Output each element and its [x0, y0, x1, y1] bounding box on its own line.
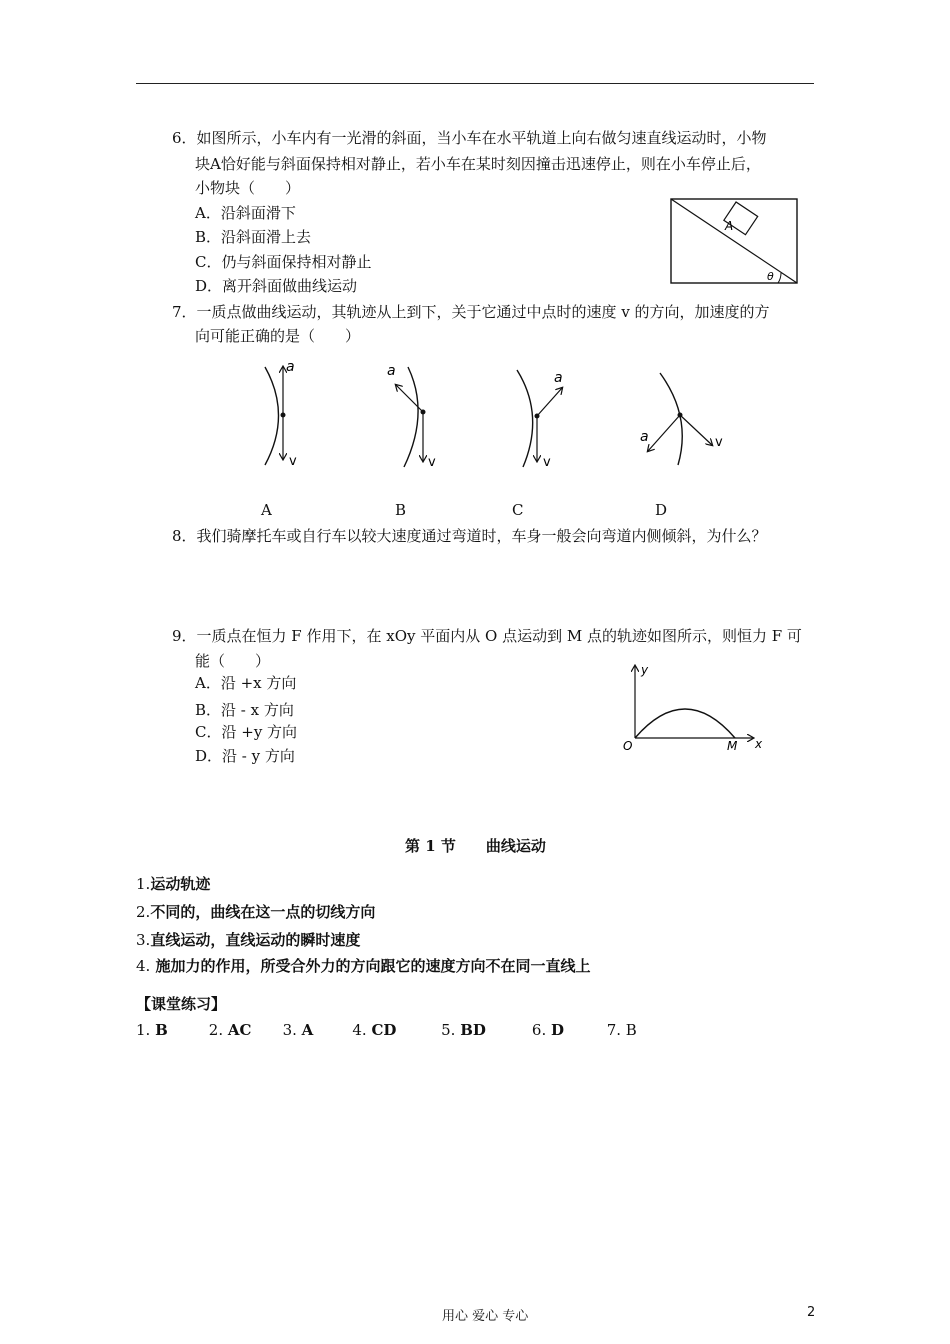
svg-text:a: a [554, 370, 563, 386]
svg-text:v: v [715, 435, 723, 450]
q7-figures [230, 355, 750, 475]
svg-text:v: v [543, 455, 551, 470]
trajectory-curve [635, 709, 735, 738]
q7-figure-a [265, 359, 297, 469]
q7-choice-c: C [512, 501, 524, 519]
q7-figure-c [517, 370, 563, 470]
q9-option-d: D．沿 - y 方向 [195, 747, 295, 765]
section-title: 第 1 节 曲线运动 [405, 837, 546, 855]
block-label: A [725, 219, 734, 233]
practice-4: 4. CD [352, 1021, 397, 1039]
q9-line2: 能（ ） [195, 652, 271, 670]
q9-option-c: C．沿 +y 方向 [195, 723, 298, 741]
svg-text:v: v [428, 455, 436, 470]
svg-text:a: a [387, 363, 396, 379]
q6-option-a: A．沿斜面滑下 [195, 204, 296, 222]
q7-line2: 向可能正确的是（ ） [195, 327, 361, 345]
q9-option-b: B．沿 - x 方向 [195, 701, 294, 719]
svg-text:y: y [641, 663, 649, 677]
q7-choice-b: B [395, 501, 407, 519]
q9-line1: 9．一质点在恒力 F 作用下，在 xOy 平面内从 O 点运动到 M 点的轨迹如图所示，则恒力 F 可 [172, 627, 802, 645]
q6-cart-figure [668, 196, 802, 288]
q6-line1: 6．如图所示，小车内有一光滑的斜面，当小车在水平轨道上向右做匀速直线运动时，小物 [172, 129, 767, 147]
practice-2: 2. AC [208, 1021, 252, 1039]
practice-1: 1. B [136, 1021, 168, 1039]
q6-line3: 小物块（ ） [195, 179, 301, 197]
q7-line1: 7．一质点做曲线运动，其轨迹从上到下，关于它通过中点时的速度 v 的方向，加速度的方 [172, 303, 770, 321]
svg-text:v: v [289, 454, 297, 469]
q7-choice-a: A [261, 501, 272, 519]
practice-7: 7. B [606, 1021, 637, 1039]
q6-option-c: C．仍与斜面保持相对静止 [195, 253, 372, 271]
practice-3: 3. A [282, 1021, 314, 1039]
answer-item-3: 3.直线运动，直线运动的瞬时速度 [136, 931, 361, 949]
svg-text:a: a [286, 359, 295, 375]
practice-title: 【课堂练习】 [136, 995, 227, 1013]
q7-figure-d [640, 373, 723, 465]
practice-answers [136, 1020, 657, 1040]
q9-trajectory-figure [615, 660, 775, 754]
practice-6: 6. D [531, 1021, 565, 1039]
q6-option-b: B．沿斜面滑上去 [195, 228, 312, 246]
q9-option-a: A．沿 +x 方向 [195, 674, 297, 692]
page-number: 2 [807, 1305, 816, 1320]
svg-text:x: x [755, 737, 763, 751]
svg-text:a: a [640, 429, 649, 445]
header-rule [136, 83, 814, 84]
angle-label: θ [767, 270, 774, 283]
q7-figure-b [387, 363, 436, 470]
q7-choice-d: D [655, 501, 668, 519]
answer-item-4: 4. 施加力的作用，所受合外力的方向跟它的速度方向不在同一直线上 [136, 957, 591, 975]
practice-5: 5. BD [441, 1021, 486, 1039]
answer-item-1: 1.运动轨迹 [136, 875, 211, 893]
svg-text:M: M [727, 739, 738, 753]
angle-arc [778, 273, 781, 283]
answer-item-2: 2.不同的，曲线在这一点的切线方向 [136, 903, 376, 921]
q6-option-d: D．离开斜面做曲线运动 [195, 277, 358, 295]
q6-line2: 块A恰好能与斜面保持相对静止，若小车在某时刻因撞击迅速停止，则在小车停止后， [195, 155, 761, 173]
svg-text:O: O [623, 739, 633, 753]
q8-text: 8．我们骑摩托车或自行车以较大速度通过弯道时，车身一般会向弯道内侧倾斜，为什么？ [172, 527, 767, 545]
footer-center: 用心 爱心 专心 [442, 1309, 529, 1324]
